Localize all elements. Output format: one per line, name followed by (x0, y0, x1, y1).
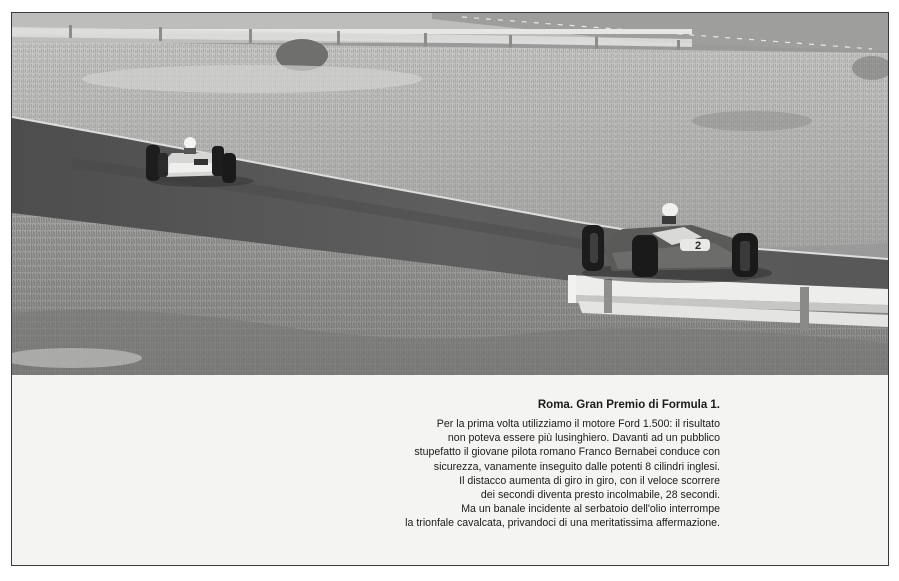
race-photo (12, 13, 888, 375)
caption-line: dei secondi diventa presto incolmabile, 28 secondi. (480, 489, 720, 502)
caption-line: Ma un banale incidente al serbatoio dell'olio interrompe (461, 503, 720, 516)
magazine-page (11, 12, 889, 566)
caption-line: sicurezza, vanamente inseguito dalle potenti 8 cilindri inglesi. (433, 460, 720, 473)
caption-line: Per la prima volta utilizziamo il motore Ford 1.500: il risultato (436, 418, 720, 430)
caption-title: Roma. Gran Premio di Formula 1. (537, 399, 720, 411)
caption-line: non poteva essere più lusinghiero. Davanti ad un pubblico (447, 432, 720, 445)
caption-body (405, 417, 720, 531)
car-number: 2 (695, 240, 702, 252)
caption-area (12, 375, 888, 565)
caption-line: stupefatto il giovane pilota romano Franco Bernabei conduce con (414, 446, 720, 459)
caption-line: Il distacco aumenta di giro in giro, con il veloce scorrere (459, 474, 720, 487)
dark-grass-patch (692, 111, 812, 131)
sand-patch (82, 65, 422, 93)
caption-line: la trionfale cavalcata, privandoci di una meritatissima affermazione. (405, 517, 720, 530)
